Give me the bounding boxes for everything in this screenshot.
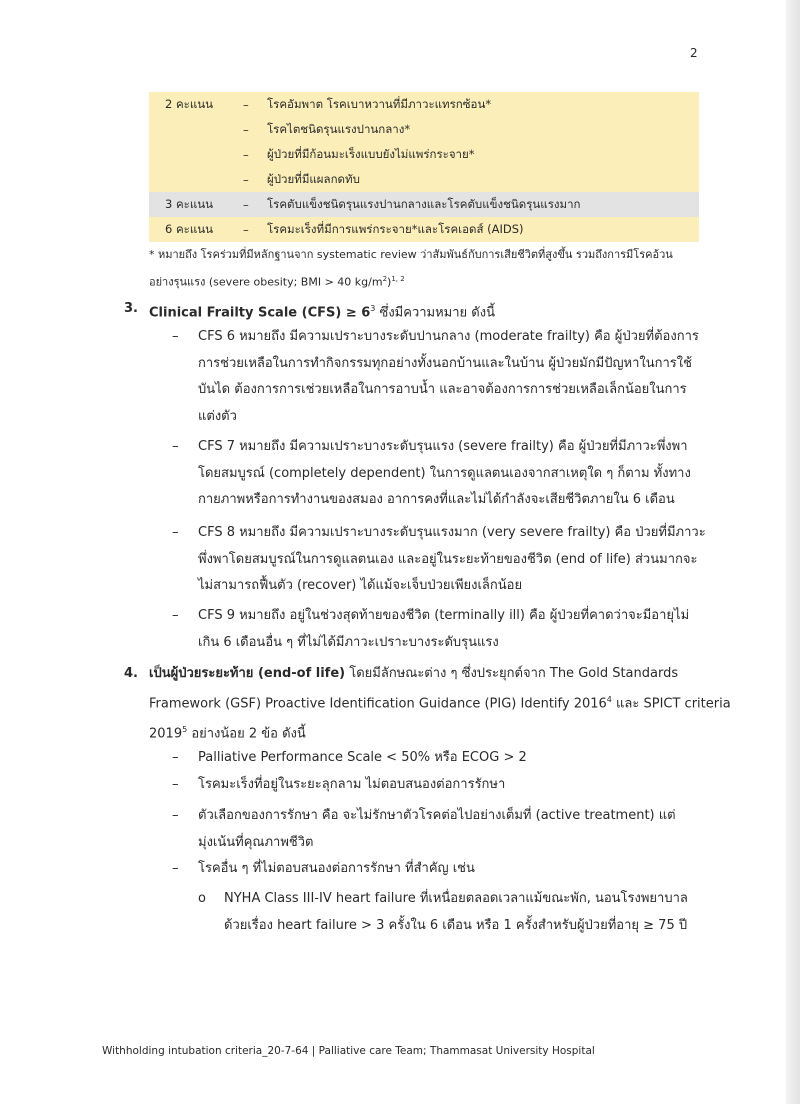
score-points: 2 คะแนน	[165, 96, 213, 111]
score-item: โรคมะเร็งที่มีการแพร่กระจาย*และโรคเอดส์ (AIDS)	[267, 221, 524, 236]
score-item: ผู้ป่วยที่มีก้อนมะเร็งแบบยังไม่แพร่กระจาย*	[267, 146, 475, 161]
score-row	[149, 217, 699, 242]
score-item: ผู้ป่วยที่มีแผลกดทับ	[267, 171, 360, 186]
page-edge-shadow	[786, 0, 800, 1104]
score-row	[149, 167, 699, 192]
score-points: 3 คะแนน	[165, 196, 213, 211]
score-row	[149, 117, 699, 142]
section-title: เป็นผู้ป่วยระยะท้าย (end-of life) โดยมีลักษณะต่าง ๆ ซึ่งประยุกต์จาก The Gold Standards Framework (GSF) Proactive Identification Guidance (PIG) Identify 2016$^4$ และ SPICT criteria 2019$^5$ อย่างน้อย 2 ข้อ ดังนี้	[149, 666, 731, 742]
page-number: 2	[690, 46, 698, 60]
score-group-2	[149, 92, 699, 192]
score-row	[149, 92, 699, 117]
dash: –	[243, 197, 249, 212]
dash: –	[243, 222, 249, 237]
score-points: 6 คะแนน	[165, 221, 213, 236]
dash: –	[243, 122, 249, 137]
section-title: Clinical Frailty Scale $(CFS) \ge 6^3$ ซึ่งมีความหมาย ดังนี้	[149, 304, 495, 321]
circle-bullet-icon: o	[198, 891, 206, 906]
dash: –	[243, 97, 249, 112]
score-item: โรคอัมพาต โรคเบาหวานที่มีภาวะแทรกซ้อน*	[267, 96, 492, 111]
dash: –	[243, 172, 249, 187]
table-footnote	[149, 242, 701, 295]
footnote-line: * หมายถึง โรคร่วมที่มีหลักฐานจาก systematic review ว่าสัมพันธ์กับการเสียชีวิตที่สูงขึ้น รวมถึงการมีโรคอ้วน	[149, 248, 673, 261]
score-table	[149, 92, 699, 242]
score-item: โรคไตชนิดรุนแรงปานกลาง*	[267, 121, 411, 136]
score-row	[149, 142, 699, 167]
footnote-line: อย่างรุนแรง (severe obesity; BMI > 40 $kg/m^2)^{1, 2}$	[149, 275, 405, 289]
section-number: 3.	[124, 301, 138, 316]
page-footer: Withholding intubation criteria_20-7-64 | Palliative care Team; Thammasat University Hospital	[102, 1045, 595, 1057]
section-number: 4.	[124, 666, 138, 681]
score-row	[149, 192, 699, 217]
dash: –	[243, 147, 249, 162]
score-item: โรคตับแข็งชนิดรุนแรงปานกลางและโรคตับแข็งชนิดรุนแรงมาก	[267, 196, 581, 211]
